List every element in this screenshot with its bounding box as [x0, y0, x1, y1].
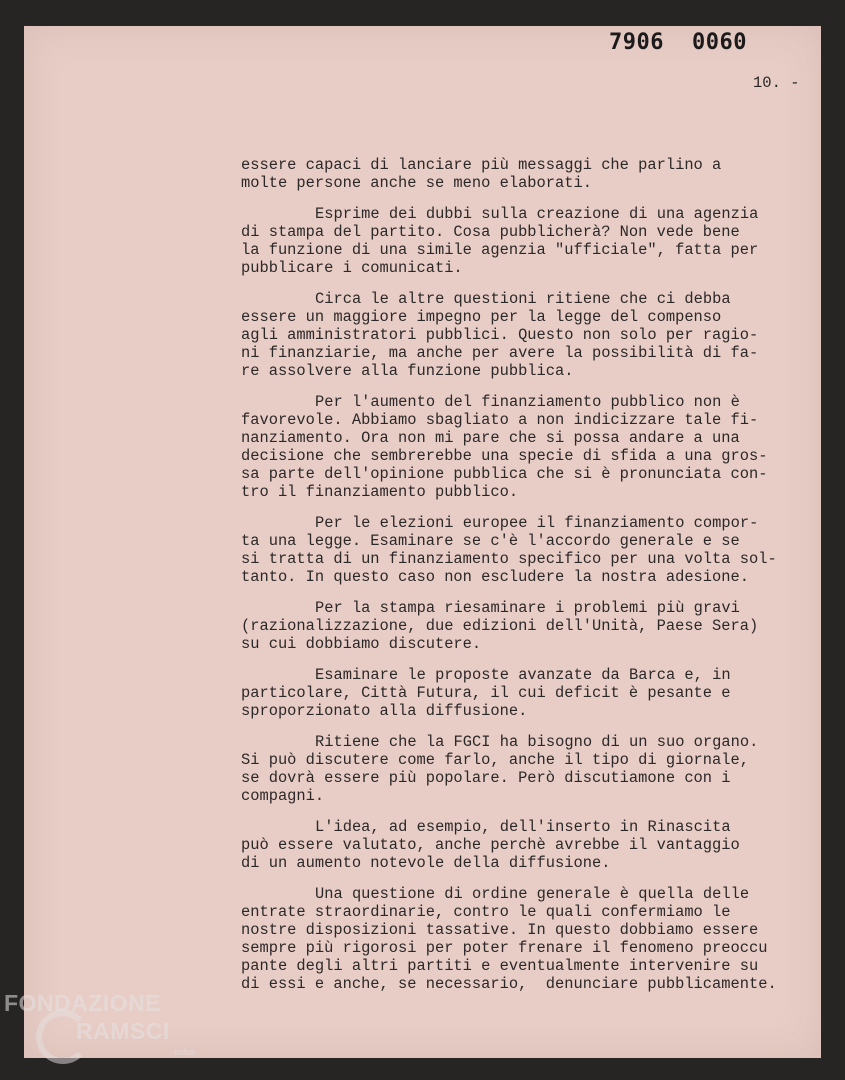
text-line: sproporzionato alla diffusione.: [241, 702, 528, 720]
text-line: pante degli altri partiti e eventualmente intervenire su: [241, 957, 759, 975]
doc-id-part2: 0060: [691, 30, 747, 55]
text-line: favorevole. Abbiamo sbagliato a non indicizzare tale fi-: [241, 411, 759, 429]
text-line: molte persone anche se meno elaborati.: [241, 174, 592, 192]
paragraph: [241, 514, 806, 586]
text-line: compagni.: [241, 787, 325, 805]
page-number: 10. -: [753, 74, 800, 92]
text-line: Si può discutere come farlo, anche il tipo di giornale,: [241, 751, 749, 769]
paragraph: [241, 733, 806, 805]
text-line: nostre disposizioni tassative. In questo dobbiamo essere: [241, 921, 759, 939]
text-line: Una questione di ordine generale è quella delle: [315, 885, 750, 903]
paragraph: [241, 818, 806, 872]
text-line: sempre più rigorosi per poter frenare il fenomeno preoccu: [241, 939, 768, 957]
text-line: Per le elezioni europee il finanziamento compor-: [315, 514, 759, 532]
text-line: Esprime dei dubbi sulla creazione di una agenzia: [315, 205, 759, 223]
text-line: tanto. In questo caso non escludere la nostra adesione.: [241, 568, 749, 586]
text-line: essere un maggiore impegno per la legge del compenso: [241, 308, 722, 326]
doc-id-part1: 7906: [609, 30, 664, 55]
text-line: nanziamento. Ora non mi pare che si possa andare a una: [241, 429, 740, 447]
archive-document-number: [609, 30, 747, 55]
watermark-line2: RAMSCI: [76, 1018, 170, 1044]
text-line: particolare, Città Futura, il cui deficit è pesante e: [241, 684, 731, 702]
paragraph: [241, 393, 806, 501]
text-line: tro il finanziamento pubblico.: [241, 483, 519, 501]
watermark-suffix: onlus: [174, 1047, 196, 1057]
text-line: Per l'aumento del finanziamento pubblico non è: [315, 393, 740, 411]
text-line: di stampa del partito. Cosa pubblicherà? Non vede bene: [241, 223, 740, 241]
paragraph: [241, 666, 806, 720]
text-line: se dovrà essere più popolare. Però discutiamone con i: [241, 769, 731, 787]
paragraph: [241, 156, 806, 192]
text-line: di essi e anche, se necessario, denunciare pubblicamente.: [241, 975, 777, 993]
text-line: decisione che sembrerebbe una specie di sfida a una gros-: [241, 447, 768, 465]
text-line: su cui dobbiamo discutere.: [241, 635, 482, 653]
text-line: L'idea, ad esempio, dell'inserto in Rinascita: [315, 818, 731, 836]
watermark-line1: FONDAZIONE: [4, 990, 162, 1016]
text-line: ta una legge. Esaminare se c'è l'accordo generale e se: [241, 532, 740, 550]
text-line: Per la stampa riesaminare i problemi più gravi: [315, 599, 740, 617]
document-page: [24, 26, 821, 1058]
text-line: può essere valutato, anche perchè avrebbe il vantaggio: [241, 836, 740, 854]
body-text: [241, 156, 806, 1006]
text-line: entrate straordinarie, contro le quali confermiamo le: [241, 903, 731, 921]
text-line: sa parte dell'opinione pubblica che si è pronunciata con-: [241, 465, 768, 483]
paragraph: [241, 205, 806, 277]
text-line: Esaminare le proposte avanzate da Barca e, in: [315, 666, 731, 684]
text-line: essere capaci di lanciare più messaggi che parlino a: [241, 156, 722, 174]
text-line: re assolvere alla funzione pubblica.: [241, 362, 574, 380]
text-line: agli amministratori pubblici. Questo non solo per ragio-: [241, 326, 759, 344]
text-line: pubblicare i comunicati.: [241, 259, 463, 277]
text-line: di un aumento notevole della diffusione.: [241, 854, 611, 872]
paragraph: [241, 599, 806, 653]
text-line: ni finanziarie, ma anche per avere la possibilità di fa-: [241, 344, 759, 362]
text-line: Circa le altre questioni ritiene che ci debba: [315, 290, 731, 308]
text-line: (razionalizzazione, due edizioni dell'Unità, Paese Sera): [241, 617, 759, 635]
fondazione-gramsci-watermark: [4, 990, 214, 1080]
text-line: si tratta di un finanziamento specifico per una volta sol-: [241, 550, 777, 568]
paragraph: [241, 885, 806, 993]
paragraph: [241, 290, 806, 380]
text-line: la funzione di una simile agenzia "ufficiale", fatta per: [241, 241, 759, 259]
text-line: Ritiene che la FGCI ha bisogno di un suo organo.: [315, 733, 759, 751]
